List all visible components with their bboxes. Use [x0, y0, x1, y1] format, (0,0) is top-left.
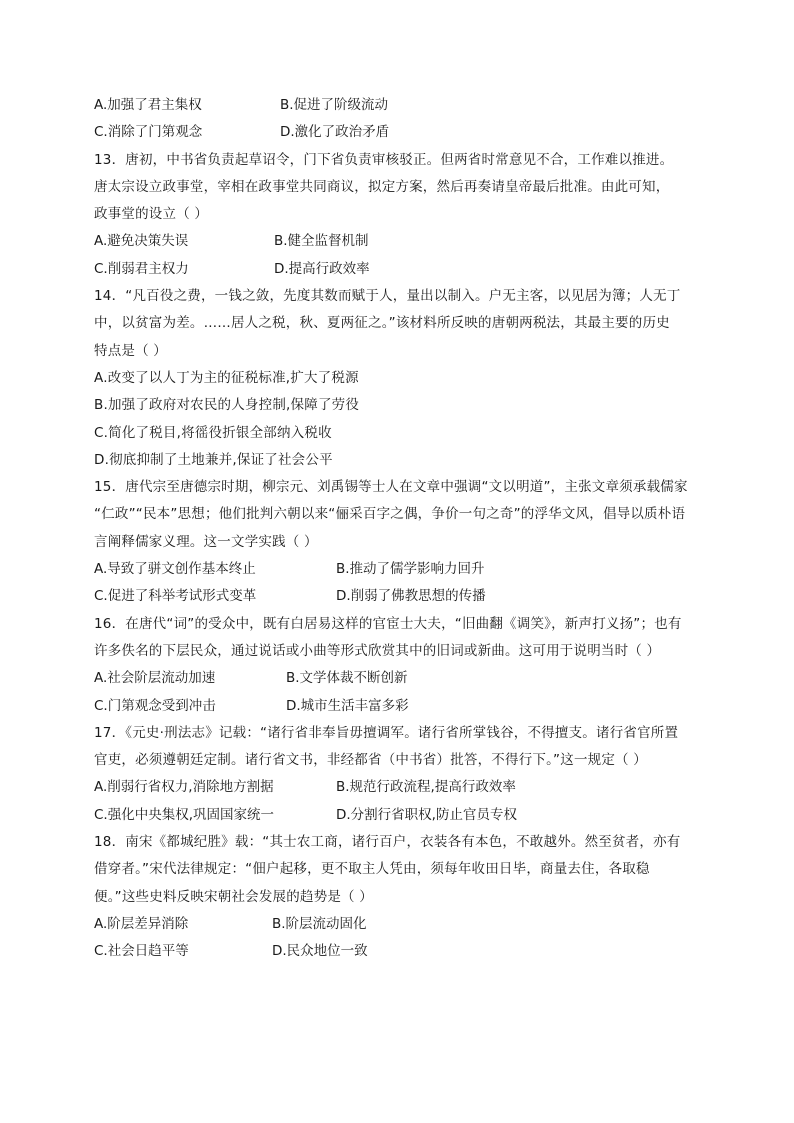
q14-option-b[interactable]: B.加强了政府对农民的人身控制,保障了劳役	[94, 397, 360, 414]
q12-option-d[interactable]: D.激化了政治矛盾	[280, 124, 390, 141]
q13-stem-line-2: 唐太宗设立政事堂，宰相在政事堂共同商议，拟定方案，然后再奏请皇帝最后批准。由此可知，	[94, 178, 670, 195]
q17-stem-line-1: 17．《元史·刑法志》记载：“诸行省非奉旨毋擅调军。诸行省所掌钱谷，不得擅支。诸行省官所置	[94, 724, 679, 741]
q15-option-d[interactable]: D.削弱了佛教思想的传播	[336, 588, 486, 605]
q15-stem-line-3: 言阐释儒家义理。这一文学实践（ ）	[94, 533, 318, 550]
q13-option-d[interactable]: D.提高行政效率	[274, 260, 370, 277]
q17-options-row-2	[94, 802, 704, 829]
q15-option-b[interactable]: B.推动了儒学影响力回升	[336, 561, 485, 578]
q15-options-row-2	[94, 583, 704, 610]
q16-stem-line-1: 16．在唐代“词”的受众中，既有白居易这样的官宦士大夫，“旧曲翻《调笑》，新声打义扬”；也有	[94, 615, 682, 632]
q15-options-row-1	[94, 556, 704, 583]
q14-stem-line-1: 14．“凡百役之费，一钱之敛，先度其数而赋于人，量出以制入。户无主客，以见居为簿；人无丁	[94, 288, 681, 305]
q16-options-row-2	[94, 693, 704, 720]
q13-option-c[interactable]: C.削弱君主权力	[94, 260, 189, 277]
q15-option-c[interactable]: C.促进了科举考试形式变革	[94, 588, 257, 605]
q18-stem-line-3: 便。”这些史料反映宋朝社会发展的趋势是（ ）	[94, 888, 373, 905]
q13-stem-line-3: 政事堂的设立（ ）	[94, 206, 209, 223]
q17-option-a[interactable]: A.削弱行省权力,消除地方割据	[94, 779, 274, 796]
q12-option-b[interactable]: B.促进了阶级流动	[280, 97, 389, 113]
q16-option-c[interactable]: C.门第观念受到冲击	[94, 697, 216, 714]
q13-options-row-1	[94, 228, 704, 255]
q18-stem-line-1: 18．南宋《都城纪胜》载：“其士农工商，诸行百户，衣装各有本色，不敢越外。然至贫者，亦有	[94, 834, 681, 851]
q17-stem-line-2: 官吏，必须遵朝廷定制。诸行省文书，非经都省（中书省）批答，不得行下。”这一规定（ ）	[94, 752, 647, 769]
q16-option-b[interactable]: B.文学体裁不断创新	[286, 670, 408, 687]
q18-option-b[interactable]: B.阶层流动固化	[272, 915, 367, 932]
q14-stem-line-2: 中，以贫富为差。……居人之税，秋、夏两征之。”该材料所反映的唐朝两税法，其最主要的历史	[94, 315, 670, 332]
q18-stem-line-2: 借穿者。”宋代法律规定：“佃户起移，更不取主人凭由，须每年收田日毕，商量去住，各取稳	[94, 861, 650, 878]
q14-option-d[interactable]: D.彻底抑制了土地兼并,保证了社会公平	[94, 451, 333, 468]
q17-option-c[interactable]: C.强化中央集权,巩固国家统一	[94, 806, 275, 823]
q16-option-d[interactable]: D.城市生活丰富多彩	[286, 697, 409, 714]
q12-option-c[interactable]: C.消除了门第观念	[94, 124, 203, 141]
q17-option-b[interactable]: B.规范行政流程,提高行政效率	[336, 779, 516, 796]
q14-option-a[interactable]: A.改变了以人丁为主的征税标准,扩大了税源	[94, 369, 359, 386]
q12-options-row-1	[94, 92, 704, 119]
q12-option-a[interactable]: A.加强了君主集权	[94, 97, 202, 113]
q15-stem-line-1: 15．唐代宗至唐德宗时期，柳宗元、刘禹锡等士人在文章中强调“文以明道”，主张文章须承载儒家	[94, 479, 688, 496]
q16-option-a[interactable]: A.社会阶层流动加速	[94, 670, 216, 687]
q13-option-a[interactable]: A.避免决策失误	[94, 233, 189, 250]
q18-option-a[interactable]: A.阶层差异消除	[94, 915, 189, 932]
q14-option-c[interactable]: C.简化了税目,将徭役折银全部纳入税收	[94, 424, 332, 441]
q13-option-b[interactable]: B.健全监督机制	[274, 233, 369, 250]
exam-page	[94, 92, 704, 966]
q16-stem-line-2: 许多佚名的下层民众，通过说话或小曲等形式欣赏其中的旧词或新曲。这可用于说明当时（ ）	[94, 642, 661, 659]
q18-option-d[interactable]: D.民众地位一致	[272, 943, 368, 960]
q17-option-d[interactable]: D.分割行省职权,防止官员专权	[336, 806, 517, 823]
q12-options-row-2	[94, 119, 704, 146]
q18-option-c[interactable]: C.社会日趋平等	[94, 943, 189, 960]
q14-stem-line-3: 特点是（ ）	[94, 342, 167, 359]
q18-options-row-1	[94, 911, 704, 938]
q17-options-row-1	[94, 774, 704, 801]
q15-option-a[interactable]: A.导致了骈文创作基本终止	[94, 561, 256, 578]
q15-stem-line-2: “仁政”“民本”思想；他们批判六朝以来“俪采百字之偶，争价一句之奇”的浮华文风，倡导以质朴语	[94, 506, 686, 523]
q18-options-row-2	[94, 938, 704, 965]
q16-options-row-1	[94, 665, 704, 692]
q13-options-row-2	[94, 256, 704, 283]
q13-stem-line-1: 13．唐初，中书省负责起草诏令，门下省负责审核驳正。但两省时常意见不合，工作难以推进。	[94, 151, 674, 168]
